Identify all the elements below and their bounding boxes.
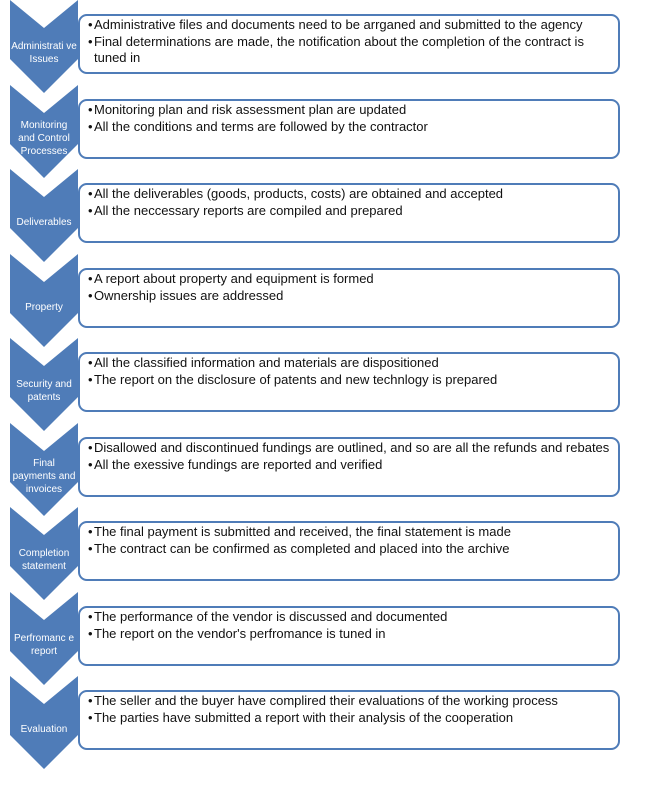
bullet-text: Final determinations are made, the notification about the completion of the contract is tuned in	[94, 34, 584, 65]
step-label-text: Monitoring and Control Processes	[18, 119, 70, 157]
bullet-text: The parties have submitted a report with their analysis of the cooperation	[94, 710, 514, 725]
step-chevron	[10, 507, 78, 600]
step-detail-box	[78, 99, 620, 159]
bullet-dot-icon: •	[88, 288, 93, 303]
bullet-item	[88, 271, 612, 287]
bullet-dot-icon: •	[88, 203, 93, 218]
step-detail-box	[78, 437, 620, 497]
bullet-dot-icon: •	[88, 372, 93, 387]
bullet-item	[88, 710, 612, 726]
bullet-item	[88, 186, 612, 202]
bullet-item	[88, 355, 612, 371]
bullet-text: The report on the disclosure of patents and new technlogy is prepared	[94, 372, 498, 387]
bullet-dot-icon: •	[88, 710, 93, 725]
step-chevron	[10, 676, 78, 769]
step-chevron	[10, 254, 78, 347]
bullet-text: Monitoring plan and risk assessment plan are updated	[94, 102, 407, 117]
bullet-dot-icon: •	[88, 524, 93, 539]
step-detail-box	[78, 690, 620, 750]
bullet-item	[88, 693, 612, 709]
bullet-dot-icon: •	[88, 271, 93, 286]
bullet-dot-icon: •	[88, 102, 93, 117]
bullet-item	[88, 119, 612, 135]
step-label-text: Security and patents	[16, 379, 72, 403]
step-detail-box	[78, 14, 620, 74]
bullet-dot-icon: •	[88, 541, 93, 556]
bullet-item	[88, 372, 612, 388]
bullet-item	[88, 102, 612, 118]
step-label-text: Final payments and invoices	[12, 457, 76, 495]
step-detail-box	[78, 606, 620, 666]
step-label	[10, 676, 78, 756]
bullet-dot-icon: •	[88, 119, 93, 134]
bullet-item	[88, 17, 612, 33]
bullet-item	[88, 34, 612, 66]
bullet-dot-icon: •	[88, 34, 93, 49]
bullet-text: All the exessive fundings are reported and verified	[94, 457, 383, 472]
bullet-item	[88, 203, 612, 219]
bullet-item	[88, 541, 612, 557]
step-label	[10, 423, 78, 503]
step-label-text: Evaluation	[20, 723, 68, 735]
bullet-dot-icon: •	[88, 693, 93, 708]
bullet-text: Administrative files and documents need to be arrganed and submitted to the agency	[94, 17, 583, 32]
bullet-text: Ownership issues are addressed	[94, 288, 284, 303]
step-detail-box	[78, 268, 620, 328]
bullet-text: All the conditions and terms are followed by the contractor	[94, 119, 428, 134]
bullet-text: All the deliverables (goods, products, costs) are obtained and accepted	[94, 186, 504, 201]
step-detail-box	[78, 183, 620, 243]
bullet-item	[88, 440, 612, 456]
step-label-text: Completion statement	[18, 548, 70, 572]
bullet-dot-icon: •	[88, 355, 93, 370]
step-chevron	[10, 592, 78, 685]
bullet-item	[88, 288, 612, 304]
bullet-dot-icon: •	[88, 457, 93, 472]
bullet-text: The report on the vendor's perfromance is tuned in	[94, 626, 386, 641]
step-detail-box	[78, 521, 620, 581]
bullet-dot-icon: •	[88, 609, 93, 624]
step-label-text: Deliverables	[16, 216, 72, 228]
bullet-dot-icon: •	[88, 186, 93, 201]
bullet-text: The performance of the vendor is discussed and documented	[94, 609, 448, 624]
bullet-dot-icon: •	[88, 626, 93, 641]
step-label-text: Administrati ve Issues	[11, 41, 77, 65]
step-chevron	[10, 423, 78, 516]
bullet-text: Disallowed and discontinued fundings are outlined, and so are all the refunds and rebates	[94, 440, 610, 455]
step-label	[10, 254, 78, 334]
step-chevron	[10, 0, 78, 93]
bullet-text: The seller and the buyer have complired their evaluations of the working process	[94, 693, 558, 708]
step-chevron	[10, 338, 78, 431]
bullet-item	[88, 524, 612, 540]
step-label	[10, 0, 78, 80]
step-label-text: Perfromanc e report	[13, 633, 75, 657]
step-chevron	[10, 85, 78, 178]
bullet-text: The contract can be confirmed as completed and placed into the archive	[94, 541, 510, 556]
bullet-item	[88, 626, 612, 642]
step-detail-box	[78, 352, 620, 412]
step-label	[10, 592, 78, 672]
bullet-item	[88, 609, 612, 625]
bullet-text: All the neccessary reports are compiled and prepared	[94, 203, 403, 218]
step-label	[10, 507, 78, 587]
bullet-dot-icon: •	[88, 17, 93, 32]
bullet-item	[88, 457, 612, 473]
bullet-text: The final payment is submitted and received, the final statement is made	[94, 524, 511, 539]
step-label	[10, 85, 78, 165]
step-label	[10, 169, 78, 249]
bullet-text: A report about property and equipment is formed	[94, 271, 374, 286]
bullet-text: All the classified information and materials are dispositioned	[94, 355, 439, 370]
step-label-text: Property	[25, 301, 63, 313]
step-label	[10, 338, 78, 418]
bullet-dot-icon: •	[88, 440, 93, 455]
step-chevron	[10, 169, 78, 262]
